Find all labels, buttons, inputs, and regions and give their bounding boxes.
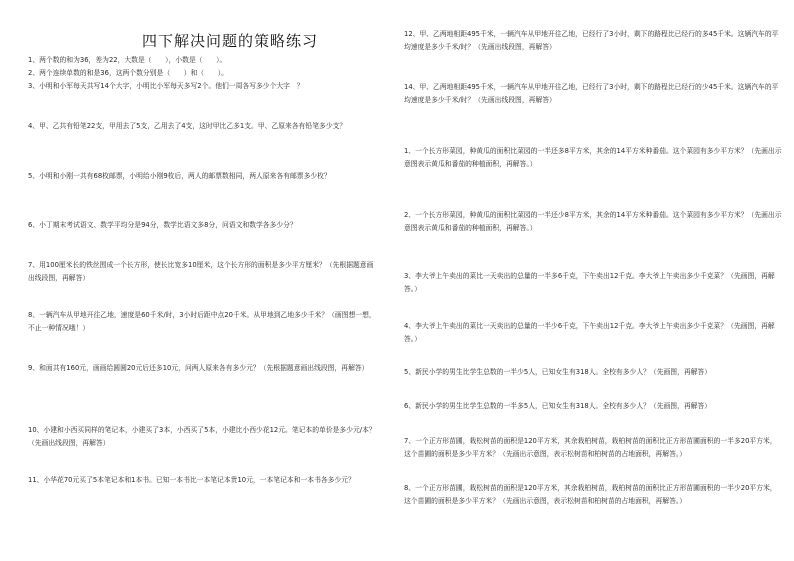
right-question-r8: 8、一个正方形苗圃，栽松树苗的面积是120平方米，其余栽柏树苗，栽柏树苗的面积比正方形苗圃面积的一半少20平方米，这个苗圃的面积是多少平方米？（先画出示意图，表示松树苗和柏树苗的占地面积，再解答。） xyxy=(404,484,777,505)
left-question-7: 7、用100厘米长的铁丝围成一个长方形，使长比宽多10厘米，这个长方形的面积是多少平方厘米？（先根据题意画出线段图，再解答） xyxy=(28,261,374,282)
left-question-8: 8、一辆汽车从甲地开往乙地，速度是60千米/时，3小时后距中点20千米。从甲地到乙地多少千米？（画图想一想，不止一种情况哦！） xyxy=(28,311,376,332)
right-question-12: 12、甲、乙两地相距495千米，一辆汽车从甲地开往乙地，已经行了3小时，剩下的路程比已经行的多45千米。这辆汽车的平均速度是多少千米/时？（先画出线段图，再解答） xyxy=(404,30,779,51)
left-question-6: 6、小丁期末考试语文、数学平均分是94分，数学比语文多8分，问语文和数学各多少分？ xyxy=(28,221,297,229)
right-question-r2: 2、一个长方形菜园，种黄瓜的面积比菜园的一半还少8平方米，其余的14平方米种番茄。这个菜园有多少平方米？（先画出示意图表示黄瓜和番茄的种植面积，再解答。） xyxy=(404,211,782,232)
left-question-1: 1、两个数的和为36，差为22，大数是（ ），小数是（ ）。 xyxy=(28,56,227,64)
left-question-9: 9、和面共有160元，画画给圆圆20元后还多10元，问两人原来各有多少元？（先根据题意画出线段图，再解答） xyxy=(28,364,369,372)
right-question-r3: 3、李大爷上午卖出的菜比一天卖出的总量的一半多6千克，下午卖出12千克。李大爷上午卖出多少千克菜？（先画图，再解答。） xyxy=(404,272,775,293)
right-question-14: 14、甲、乙两地相距495千米，一辆汽车从甲地开往乙地，已经行了3小时，剩下的路程比已经行的少45千米。这辆汽车的平均速度是多少千米/时？（先画出线段图，再解答） xyxy=(404,83,779,104)
right-question-r6: 6、新民小学的男生比学生总数的一半多5人，已知女生有318人。全校有多少人？（先画图，再解答） xyxy=(404,402,712,410)
left-question-10: 10、小建和小西买同样的笔记本，小建买了3本，小西买了5本，小建比小西少花12元。笔记本的单价是多少元/本？（先画出线段图，再解答） xyxy=(28,426,376,447)
left-question-4: 4、甲、乙共有铅笔22支，甲用去了5支，乙用去了4支，这时甲比乙多1支。甲、乙原来各有铅笔多少支？ xyxy=(28,122,347,130)
right-question-r7: 7、一个正方形苗圃，栽松树苗的面积是120平方米，其余栽柏树苗，栽柏树苗的面积比正方形苗圃面积的一半多20平方米，这个苗圃的面积是多少平方米？（先画出示意图，表示松树苗和柏树苗的占地面积，再解答。） xyxy=(404,437,777,458)
right-question-r1: 1、一个长方形菜园，种黄瓜的面积比菜园的一半还多8平方米，其余的14平方米种番茄。这个菜园有多少平方米？（先画出示意图表示黄瓜和番茄的种植面积，再解答。） xyxy=(404,147,782,168)
left-question-3: 3、小明和小军每天共写14个大字，小明比小军每天多写2个。他们一周各写多少个大字 ？ xyxy=(28,82,304,90)
left-question-2: 2、两个连续单数的和是36，这两个数分别是（ ）和（ ）。 xyxy=(28,69,228,77)
left-question-11: 11、小华花70元买了5本笔记本和1本书。已知一本书比一本笔记本贵10元，一本笔记本和一本书各多少元？ xyxy=(28,476,355,484)
left-question-5: 5、小明和小刚一共有68枚邮票，小明给小刚9枚后，两人的邮票数相同，两人原来各有邮票多少枚？ xyxy=(28,172,331,180)
page-title: 四下解决问题的策略练习 xyxy=(141,32,318,50)
right-question-r4: 4、李大爷上午卖出的菜比一天卖出的总量的一半少6千克，下午卖出12千克。李大爷上午卖出多少千克菜？（先画图，再解答。） xyxy=(404,322,775,343)
right-question-r5: 5、新民小学的男生比学生总数的一半少5人，已知女生有318人。全校有多少人？（先画图，再解答） xyxy=(404,368,712,376)
